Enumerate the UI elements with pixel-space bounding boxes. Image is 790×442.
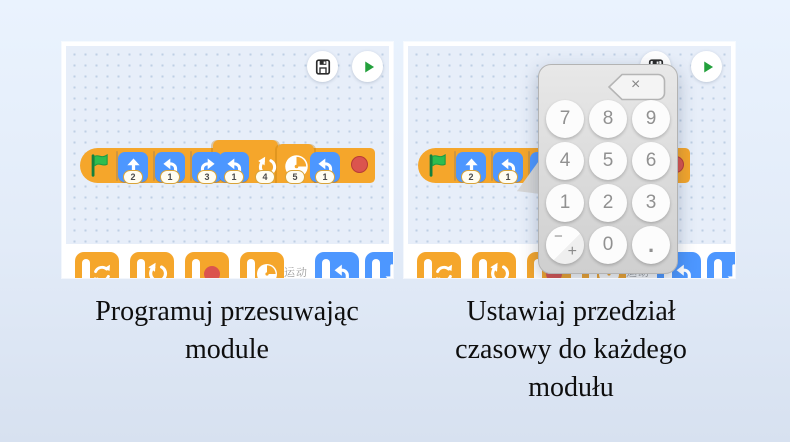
badge-value: 1 <box>322 172 328 182</box>
green-flag-icon <box>87 152 113 178</box>
plus-sign: + <box>567 243 577 260</box>
start-flag-block[interactable] <box>424 151 452 179</box>
palette-block-loop[interactable] <box>75 252 119 278</box>
key-label: 1 <box>559 192 571 213</box>
keypad-key-6[interactable] <box>632 142 670 180</box>
program-row-left <box>62 140 393 196</box>
palette-block-move-down[interactable] <box>365 252 393 278</box>
loop-icon <box>432 262 456 278</box>
caption-right <box>390 293 752 407</box>
palette-block-loop[interactable] <box>417 252 461 278</box>
caption-left <box>37 293 417 369</box>
caption-line: module <box>185 334 269 365</box>
palette-block-stop[interactable] <box>185 252 229 278</box>
caption-line: Ustawiaj przedział <box>466 296 676 327</box>
keypad-key-3[interactable] <box>632 184 670 222</box>
keypad-key-9[interactable] <box>632 100 670 138</box>
duration-badge[interactable] <box>197 170 217 184</box>
key-label: 5 <box>602 150 614 171</box>
left-screenshot-panel <box>62 42 393 278</box>
motion-category-label: 运动 <box>284 267 308 278</box>
keypad-key-7[interactable] <box>546 100 584 138</box>
badge-value: 1 <box>167 172 173 182</box>
badge-value: 3 <box>204 172 210 182</box>
duration-badge[interactable] <box>123 170 143 184</box>
backspace-x: × <box>631 76 641 93</box>
play-button[interactable] <box>352 51 383 82</box>
duration-badge[interactable] <box>461 170 481 184</box>
floppy-icon <box>313 57 333 77</box>
right-screenshot-panel <box>404 42 735 278</box>
keypad-key-1[interactable] <box>546 184 584 222</box>
arrow-down-icon <box>380 262 393 278</box>
clock-icon <box>255 262 279 278</box>
key-label: 9 <box>645 108 657 129</box>
duration-badge[interactable] <box>498 170 518 184</box>
key-label: . <box>647 232 655 257</box>
key-label: 4 <box>559 150 571 171</box>
key-label: 8 <box>602 108 614 129</box>
loop-icon <box>90 262 114 278</box>
duration-badge[interactable] <box>285 170 305 184</box>
play-icon <box>696 56 718 78</box>
backspace-button[interactable] <box>607 73 667 101</box>
badge-value: 1 <box>231 172 237 182</box>
badge-value: 4 <box>262 172 268 182</box>
start-flag-block[interactable] <box>86 151 114 179</box>
keypad-key-plusminus[interactable] <box>546 226 584 264</box>
keypad-key-decimal[interactable] <box>632 226 670 264</box>
arrow-down-icon <box>722 262 735 278</box>
rotate-ccw-icon <box>487 262 511 278</box>
key-label: 2 <box>602 192 614 213</box>
turn-left-icon <box>330 262 354 278</box>
keypad-key-5[interactable] <box>589 142 627 180</box>
play-button[interactable] <box>691 51 722 82</box>
caption-line: czasowy do każdego <box>455 334 687 365</box>
green-flag-icon <box>425 152 451 178</box>
caption-line: modułu <box>528 372 614 403</box>
key-label: 7 <box>559 108 571 129</box>
palette-block-timer[interactable] <box>240 252 284 278</box>
play-icon <box>357 56 379 78</box>
badge-value: 1 <box>505 172 511 182</box>
duration-badge[interactable] <box>224 170 244 184</box>
duration-badge[interactable] <box>255 170 275 184</box>
key-label: 3 <box>645 192 657 213</box>
palette-block-rotate-ccw[interactable] <box>472 252 516 278</box>
badge-value: 5 <box>292 172 298 182</box>
minus-sign: − <box>554 228 563 245</box>
palette-block-rotate-ccw[interactable] <box>130 252 174 278</box>
key-label: 6 <box>645 150 657 171</box>
badge-value: 2 <box>130 172 136 182</box>
save-button[interactable] <box>307 51 338 82</box>
key-label: 0 <box>602 234 614 255</box>
number-keypad <box>538 64 678 274</box>
stop-block[interactable] <box>351 156 368 173</box>
rotate-ccw-icon <box>145 262 169 278</box>
keypad-key-0[interactable] <box>589 226 627 264</box>
keypad-key-4[interactable] <box>546 142 584 180</box>
palette-block-move-down[interactable] <box>707 252 735 278</box>
keypad-key-8[interactable] <box>589 100 627 138</box>
red-stop-icon <box>204 266 220 278</box>
caption-line: Programuj przesuwając <box>95 296 359 327</box>
duration-badge[interactable] <box>315 170 335 184</box>
duration-badge[interactable] <box>160 170 180 184</box>
palette-block-turn-left[interactable] <box>315 252 359 278</box>
keypad-key-2[interactable] <box>589 184 627 222</box>
badge-value: 2 <box>468 172 474 182</box>
